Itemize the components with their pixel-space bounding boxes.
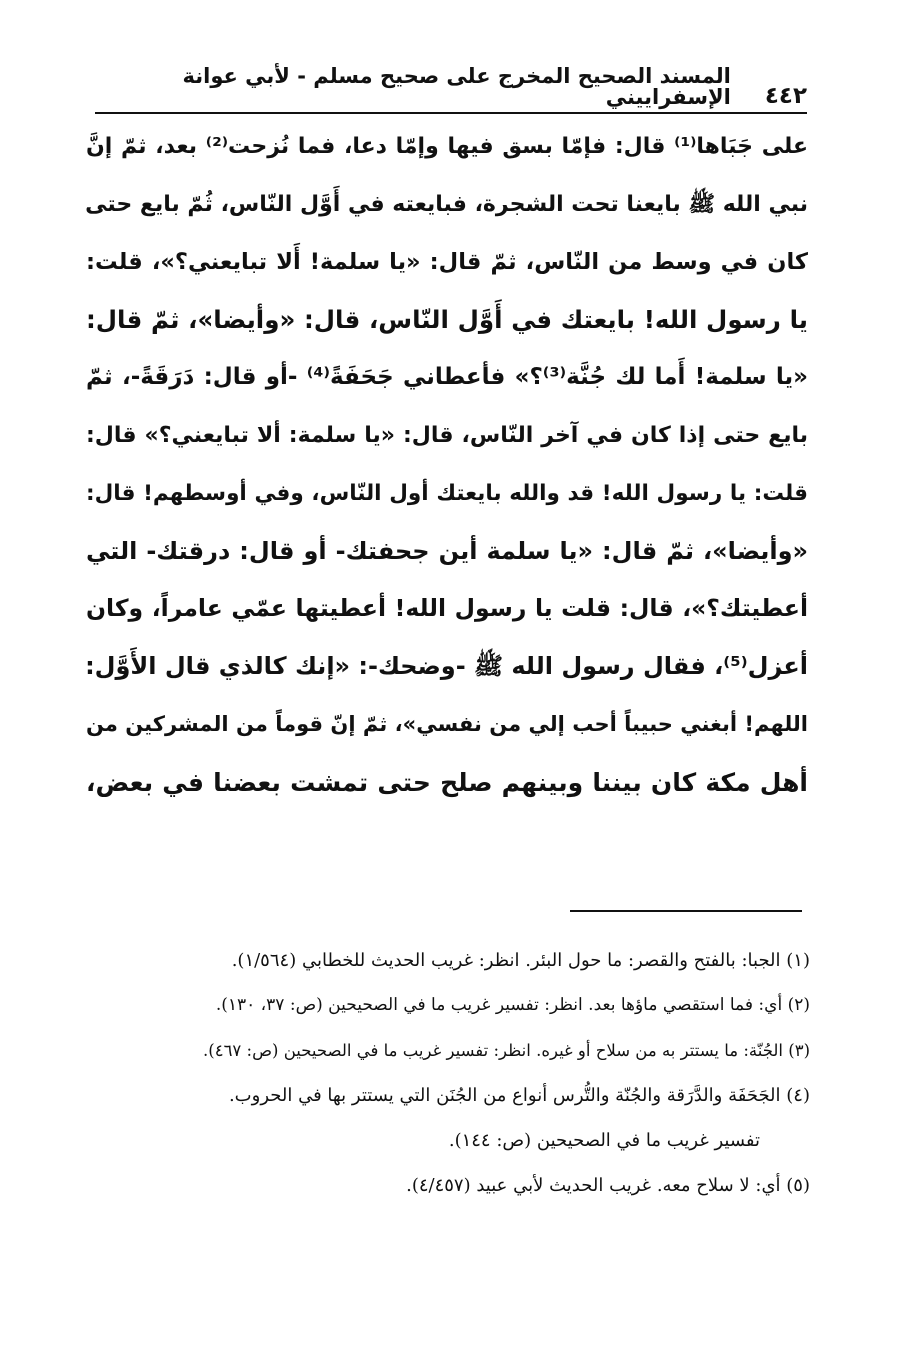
text-line: قلت: يا رسول الله! قد والله بايعتك أول النّاس، وفي أوسطهم! قال: bbox=[86, 480, 808, 506]
footnote-5: (٥) أي: لا سلاح معه. غريب الحديث لأبي عبيد (٤/٤٥٧). bbox=[406, 1175, 810, 1196]
text-line: بايع حتى إذا كان في آخر النّاس، قال: «يا سلمة: ألا تبايعني؟» قال: bbox=[86, 422, 808, 448]
footnotes bbox=[200, 938, 810, 1208]
text-line: نبي الله ﷺ بايعنا تحت الشجرة، فبايعته في أَوَّل النّاس، ثُمّ بايع حتى bbox=[85, 191, 808, 217]
footnote-4-continuation: تفسير غريب ما في الصحيحين (ص: ١٤٤). bbox=[448, 1130, 760, 1151]
footnote-3: (٣) الجُنّة: ما يستتر به من سلاح أو غيره. انظر: تفسير غريب ما في الصحيحين (ص: ٤٦٧). bbox=[203, 1041, 810, 1060]
footnote-1: (١) الجبا: بالفتح والقصر: ما حول البئر. انظر: غريب الحديث للخطابي (١/٥٦٤). bbox=[231, 950, 810, 971]
footnote-4: (٤) الجَحَفَة والدَّرَقة والجُنّة والتُّرس أنواع من الجُنَن التي يستتر بها في الحروب. bbox=[228, 1085, 810, 1106]
text-line: «وأيضا»، ثمّ قال: «يا سلمة أين جحفتك- أو قال: درقتك- التي bbox=[86, 536, 808, 565]
book-title: المسند الصحيح المخرج على صحيح مسلم - لأبي عوانة الإسفراييني bbox=[182, 64, 731, 109]
text-line: «يا سلمة! أَما لك جُنَّة⁽³⁾؟» فأعطاني جَحَفَةً⁽⁴⁾ -أو قال: دَرَقَةً-، ثمّ bbox=[86, 364, 808, 391]
text-line: يا رسول الله! بايعتك في أَوَّل النّاس، قال: «وأيضا»، ثمّ قال: bbox=[86, 305, 808, 335]
text-line: اللهم! أبغني حبيباً أحب إلي من نفسي»، ثمّ إنّ قوماً من المشركين من bbox=[86, 711, 808, 736]
footnote-separator bbox=[570, 910, 802, 912]
page-number: ٤٤٢ bbox=[764, 83, 807, 109]
text-line: كان في وسط من النّاس، ثمّ قال: «يا سلمة! أَلا تبايعني؟»، قلت: bbox=[86, 248, 808, 275]
footnote-2: (٢) أي: فما استقصي ماؤها بعد. انظر: تفسير غريب ما في الصحيحين (ص: ٣٧، ١٣٠). bbox=[215, 995, 810, 1015]
text-line: أهل مكة كان بيننا وبينهم صلح حتى تمشت بعضنا في بعض، bbox=[86, 767, 808, 797]
main-text bbox=[86, 118, 808, 812]
running-header bbox=[95, 64, 807, 109]
text-line: على جَبَاها⁽¹⁾ قال: فإمّا بسق فيها وإمّا دعا، فما نُزحت⁽²⁾ بعد، ثمّ إنَّ bbox=[86, 134, 809, 159]
header-rule bbox=[95, 112, 807, 114]
text-line: أعطيتك؟»، قال: قلت يا رسول الله! أعطيتها عمّي عامراً، وكان bbox=[86, 594, 808, 623]
text-line: أعزل⁽⁵⁾، فقال رسول الله ﷺ -وضحك-: «إنك كالذي قال الأَوَّل: bbox=[85, 652, 808, 681]
